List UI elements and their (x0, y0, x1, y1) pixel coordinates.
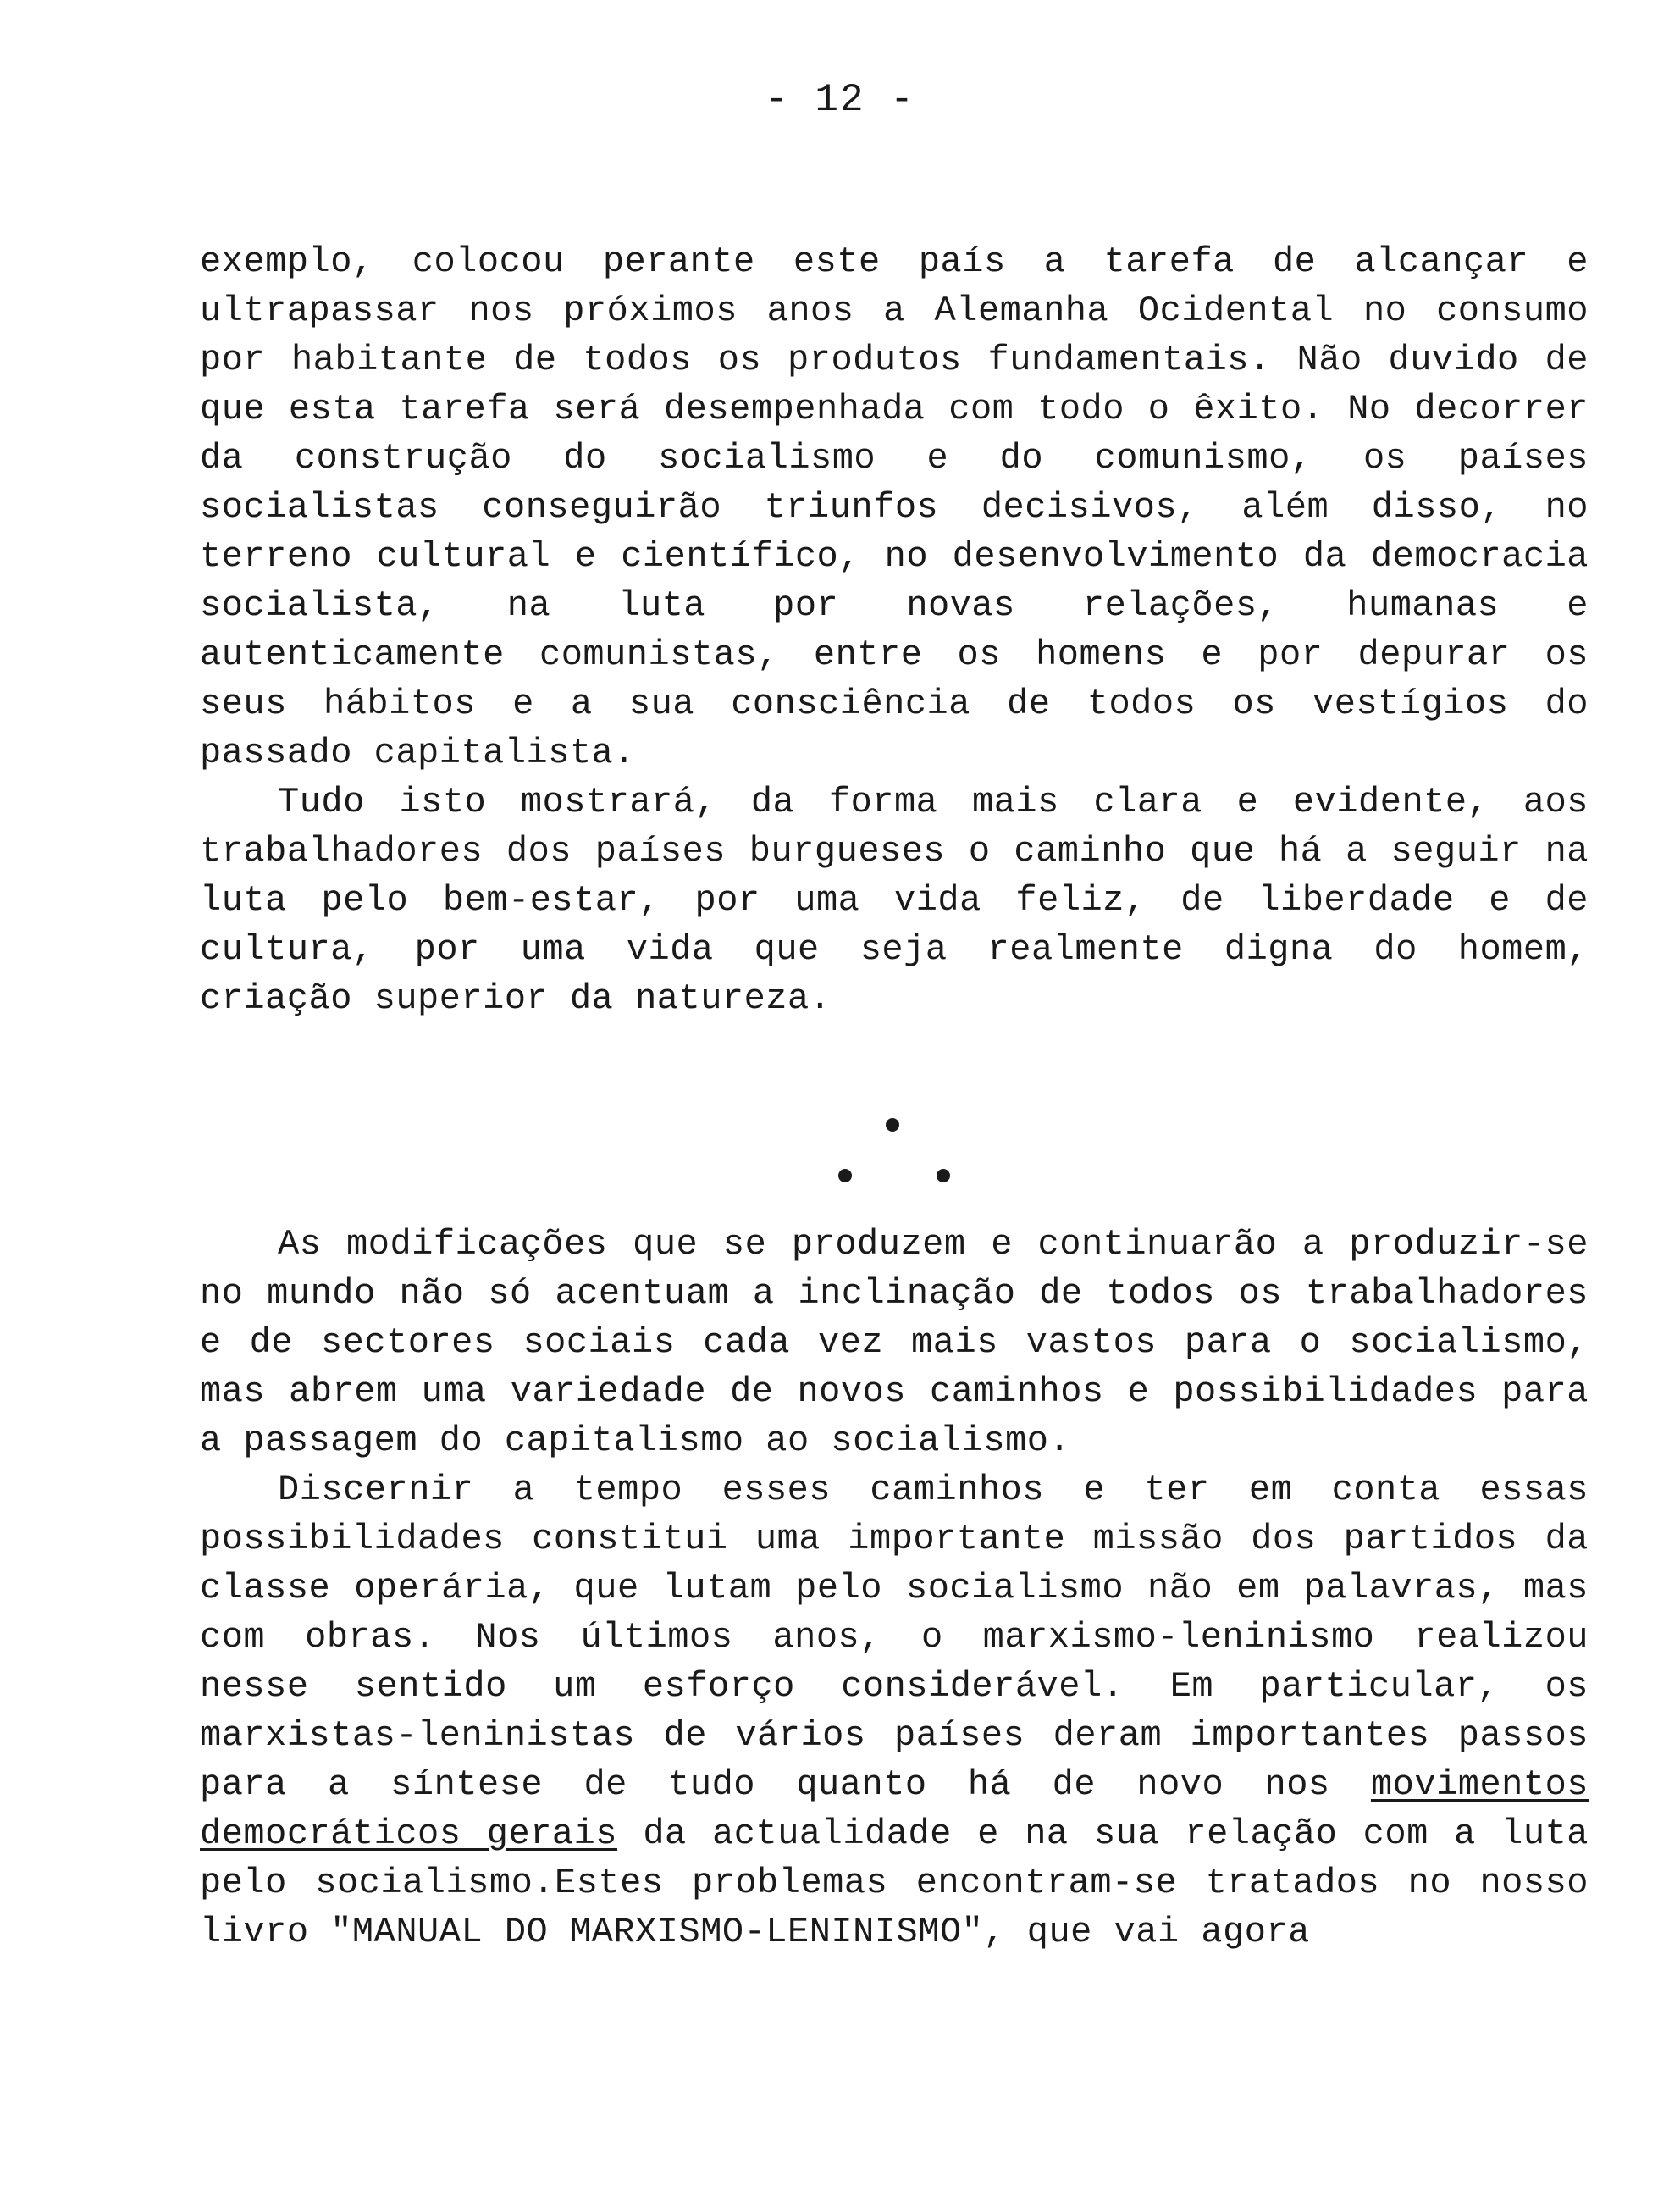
paragraph-4-text-before: Discernir a tempo esses caminhos e ter em conta essas possibilidades constitui uma importante missão dos partidos da classe operária, que lutam pelo socialismo não em palavras, mas com obras. Nos últimos anos, o marxismo-leninismo realizou nesse sentido um esforço considerável. Em particular, os marxistas-leninistas de vários países deram importantes passos para a síntese de tudo quanto há de novo nos (200, 1470, 1589, 1805)
paragraph-4-text-after: da actualidade e na sua relação com a luta pelo socialismo.Estes problemas encontram-se tratados no nosso livro "MANUAL DO MARXISMO-LENINISMO", que vai agora (200, 1813, 1589, 1952)
paragraph-1: exemplo, colocou perante este país a tarefa de alcançar e ultrapassar nos próximos anos a Alemanha Ocidental no consumo por habitante de todos os produtos fundamentais. Não duvido de que esta tarefa será desempenhada com todo o êxito. No decorrer da construção do socialismo e do comunismo, os países socialistas conseguirão triunfos decisivos, além disso, no terreno cultural e científico, no desenvolvimento da democracia socialista, na luta por novas relações, humanas e autenticamente comunistas, entre os homens e por depurar os seus hábitos e a sua consciência de todos os vestígios do passado capitalista. (200, 241, 1589, 773)
paragraph-4 (200, 1465, 1589, 1957)
separator-dot-right (937, 1169, 950, 1182)
page-number: - 12 - (765, 78, 915, 122)
underlined-phrase: movimentos democráticos gerais (200, 1764, 1589, 1854)
section-separator (0, 1118, 1680, 1186)
separator-dot-top (886, 1118, 899, 1132)
paragraph-3: As modificações que se produzem e continuarão a produzir-se no mundo não só acentuam a inclinação de todos os trabalhadores e de sectores sociais cada vez mais vastos para o socialismo, mas abrem uma variedade de novos caminhos e possibilidades para a passagem do capitalismo ao socialismo. (200, 1224, 1589, 1461)
separator-dot-left (838, 1169, 852, 1182)
text-block-upper (200, 237, 1589, 1023)
paragraph-2: Tudo isto mostrará, da forma mais clara e evidente, aos trabalhadores dos países burgueses o caminho que há a seguir na luta pelo bem-estar, por uma vida feliz, de liberdade e de cultura, por uma vida que seja realmente digna do homem, criação superior da natureza. (200, 782, 1589, 1019)
text-block-lower (200, 1220, 1589, 1957)
